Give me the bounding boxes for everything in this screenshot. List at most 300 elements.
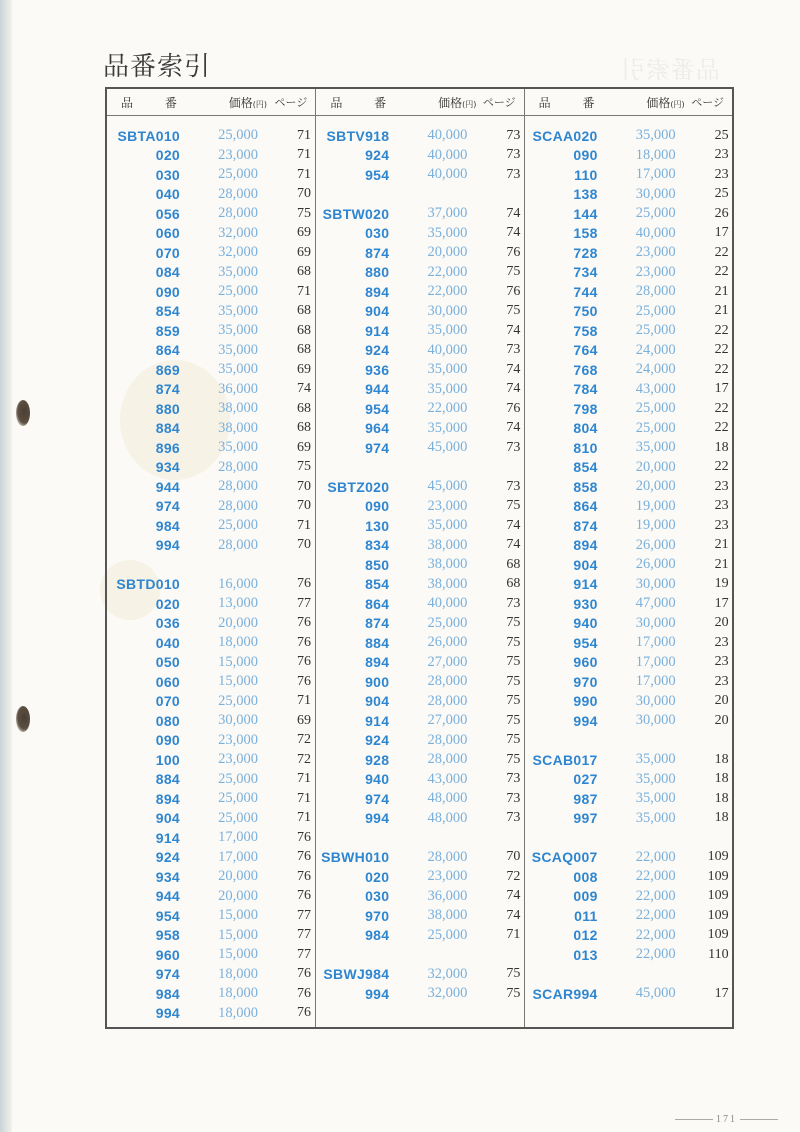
index-row (107, 263, 315, 283)
page-reference: 74 (506, 381, 521, 397)
part-number: 728 (573, 244, 598, 261)
part-number: 750 (573, 303, 598, 320)
index-row (316, 380, 523, 400)
index-row (107, 672, 315, 692)
part-number: 934 (155, 868, 180, 885)
group-spacer (525, 731, 732, 751)
price: 48,000 (427, 809, 468, 826)
page-reference: 71 (297, 693, 311, 709)
price: 20,000 (218, 614, 258, 631)
part-number: 954 (573, 634, 598, 651)
part-number: 970 (365, 907, 390, 924)
page-reference: 70 (297, 186, 311, 202)
price: 35,000 (427, 224, 468, 241)
header-code: 品 番 (121, 95, 191, 110)
index-row (525, 419, 732, 439)
page-reference: 74 (506, 537, 521, 553)
part-number: 904 (573, 556, 598, 573)
price: 18,000 (635, 146, 676, 163)
price: 23,000 (427, 497, 468, 514)
part-number: 914 (573, 576, 598, 593)
price: 35,000 (427, 361, 468, 378)
part-number: 994 (155, 1005, 180, 1022)
page-reference: 73 (506, 771, 521, 787)
page-reference: 71 (297, 147, 311, 163)
index-row (107, 419, 315, 439)
price: 22,000 (427, 400, 468, 417)
part-number: 874 (365, 615, 390, 632)
page-reference: 17 (714, 381, 729, 397)
index-row (316, 633, 523, 653)
index-row (107, 945, 315, 965)
price: 36,000 (218, 380, 258, 397)
part-number: 084 (155, 264, 180, 281)
part-number: 884 (155, 771, 180, 788)
page-reference: 69 (297, 361, 311, 377)
index-row (316, 789, 523, 809)
index-row (107, 536, 315, 556)
column-header (107, 89, 315, 116)
index-row (107, 458, 315, 478)
page-reference: 109 (707, 849, 729, 865)
page-number: 171 (716, 1114, 737, 1125)
index-row (316, 984, 523, 1004)
page-reference: 77 (297, 595, 311, 611)
price: 30,000 (218, 712, 258, 729)
index-row (525, 926, 732, 946)
header-page: ページ (691, 96, 724, 109)
index-row (525, 224, 732, 244)
price: 17,000 (218, 848, 258, 865)
index-row (525, 594, 732, 614)
index-row (316, 653, 523, 673)
price: 18,000 (218, 634, 258, 651)
page-reference: 74 (506, 205, 521, 221)
page-reference: 73 (506, 790, 521, 806)
price: 35,000 (218, 322, 258, 339)
index-row (316, 809, 523, 829)
price: 17,000 (635, 634, 676, 651)
part-number: 974 (365, 439, 390, 456)
price: 35,000 (427, 380, 468, 397)
part-number: 984 (155, 985, 180, 1002)
page-reference: 73 (506, 127, 521, 143)
page-reference: 74 (506, 225, 521, 241)
part-number: 854 (365, 576, 390, 593)
part-number: 090 (365, 498, 390, 515)
price: 40,000 (427, 127, 468, 144)
bleed-through-title: 品番索引 (620, 56, 720, 84)
index-row (316, 477, 523, 497)
price: 35,000 (635, 127, 676, 144)
price: 20,000 (218, 887, 258, 904)
part-number: 110 (574, 166, 598, 183)
price: 15,000 (218, 907, 258, 924)
part-number: 924 (155, 849, 180, 866)
part-number: 914 (155, 829, 180, 846)
page-reference: 73 (506, 147, 521, 163)
page-reference: 22 (714, 264, 729, 280)
price: 32,000 (427, 965, 468, 982)
page-reference: 76 (297, 868, 311, 884)
part-number: 990 (573, 693, 598, 710)
index-row (525, 867, 732, 887)
part-number: 030 (155, 166, 180, 183)
index-row (107, 614, 315, 634)
part-number: 850 (365, 556, 390, 573)
index-row (107, 633, 315, 653)
part-number: 880 (155, 400, 180, 417)
price: 25,000 (218, 283, 258, 300)
page-reference: 68 (297, 303, 311, 319)
part-number: 056 (155, 205, 180, 222)
page-reference: 76 (297, 615, 311, 631)
part-number: 138 (573, 186, 598, 203)
price: 45,000 (427, 439, 468, 456)
price: 35,000 (427, 419, 468, 436)
price: 22,000 (427, 263, 468, 280)
index-row (107, 731, 315, 751)
page-reference: 71 (506, 927, 521, 943)
index-row (525, 458, 732, 478)
price: 23,000 (218, 751, 258, 768)
part-number: 944 (155, 888, 180, 905)
index-row (316, 360, 523, 380)
part-number: SCAB017 (532, 751, 598, 768)
price: 25,000 (635, 205, 676, 222)
part-number: 869 (155, 361, 180, 378)
index-row (107, 321, 315, 341)
index-row (525, 809, 732, 829)
part-number: SBTW020 (322, 205, 390, 222)
price: 45,000 (635, 985, 676, 1002)
page-reference: 76 (297, 673, 311, 689)
price: 28,000 (218, 536, 258, 553)
price: 43,000 (635, 380, 676, 397)
part-number: 987 (573, 790, 598, 807)
part-number: SCAQ007 (531, 849, 598, 866)
part-number: 924 (365, 342, 390, 359)
part-number: 798 (573, 400, 598, 417)
footer-rule (675, 1119, 713, 1120)
price: 17,000 (218, 829, 258, 846)
price: 45,000 (427, 478, 468, 495)
part-number: 080 (155, 712, 180, 729)
part-number: 036 (155, 615, 180, 632)
page-reference: 75 (297, 459, 311, 475)
price: 20,000 (218, 868, 258, 885)
price: 36,000 (427, 887, 468, 904)
price: 43,000 (427, 770, 468, 787)
page-edge (0, 0, 12, 1132)
index-row (525, 945, 732, 965)
price: 24,000 (635, 361, 676, 378)
page-reference: 110 (708, 946, 729, 962)
index-row (525, 614, 732, 634)
index-column-2 (315, 89, 523, 1027)
index-row (316, 321, 523, 341)
index-row (316, 575, 523, 595)
index-row (107, 360, 315, 380)
part-number: 030 (365, 888, 390, 905)
index-row (107, 848, 315, 868)
part-number: 904 (365, 693, 390, 710)
index-row (525, 633, 732, 653)
header-code: 品 番 (538, 95, 609, 110)
page-reference: 72 (297, 732, 311, 748)
part-number: 090 (573, 147, 598, 164)
page-reference: 72 (297, 751, 311, 767)
part-number: 904 (365, 303, 390, 320)
part-number: 954 (155, 907, 180, 924)
price: 40,000 (427, 166, 468, 183)
part-number: 758 (573, 322, 598, 339)
price: 22,000 (427, 283, 468, 300)
price: 23,000 (427, 868, 468, 885)
page-reference: 19 (714, 576, 729, 592)
part-number: 040 (155, 186, 180, 203)
index-row (525, 146, 732, 166)
page-reference: 76 (297, 849, 311, 865)
price: 25,000 (218, 127, 258, 144)
page-reference: 109 (707, 927, 729, 943)
price: 35,000 (218, 439, 258, 456)
part-number: 854 (573, 459, 598, 476)
page-reference: 75 (506, 712, 521, 728)
price: 35,000 (218, 302, 258, 319)
index-row (107, 282, 315, 302)
part-number: 914 (365, 712, 390, 729)
price: 15,000 (218, 926, 258, 943)
part-number: 924 (365, 147, 390, 164)
index-row (107, 926, 315, 946)
page-reference: 76 (506, 400, 521, 416)
group-spacer (316, 945, 523, 965)
price: 48,000 (427, 790, 468, 807)
price: 23,000 (635, 244, 676, 261)
price: 18,000 (218, 985, 258, 1002)
page-reference: 71 (297, 771, 311, 787)
index-row (316, 341, 523, 361)
part-number: 734 (573, 264, 598, 281)
page-reference: 74 (297, 381, 311, 397)
column-header (525, 89, 732, 116)
part-number: 090 (155, 283, 180, 300)
index-row (525, 126, 732, 146)
header-price: 価格(円) (228, 95, 267, 110)
page-reference: 22 (714, 459, 729, 475)
binder-hole-top (16, 400, 30, 426)
part-number: 964 (365, 420, 390, 437)
index-row (107, 341, 315, 361)
page-reference: 17 (714, 985, 729, 1001)
page-reference: 75 (297, 205, 311, 221)
price: 30,000 (635, 575, 676, 592)
part-number: 974 (365, 790, 390, 807)
part-number: 940 (573, 615, 598, 632)
page-reference: 77 (297, 946, 311, 962)
part-number: 944 (155, 478, 180, 495)
index-row (316, 438, 523, 458)
part-number: 894 (365, 283, 390, 300)
page-reference: 23 (714, 517, 729, 533)
page-reference: 23 (714, 634, 729, 650)
page-reference: 25 (714, 127, 729, 143)
page-reference: 75 (506, 498, 521, 514)
page-reference: 18 (714, 751, 729, 767)
page-reference: 70 (297, 498, 311, 514)
index-row (316, 419, 523, 439)
price: 35,000 (635, 790, 676, 807)
part-number: 013 (573, 946, 598, 963)
part-number: 960 (573, 654, 598, 671)
part-number: 974 (155, 966, 180, 983)
index-row (316, 146, 523, 166)
price: 28,000 (218, 205, 258, 222)
index-row (107, 653, 315, 673)
price: 25,000 (218, 809, 258, 826)
page-reference: 73 (506, 810, 521, 826)
page-reference: 73 (506, 166, 521, 182)
part-number: 884 (365, 634, 390, 651)
price: 28,000 (427, 848, 468, 865)
price: 15,000 (218, 673, 258, 690)
page-reference: 76 (297, 888, 311, 904)
price: 25,000 (218, 166, 258, 183)
page-reference: 76 (297, 985, 311, 1001)
part-number: 997 (573, 810, 598, 827)
price: 26,000 (427, 634, 468, 651)
index-row (316, 399, 523, 419)
page-reference: 71 (297, 283, 311, 299)
group-spacer (525, 828, 732, 848)
part-number: 934 (155, 459, 180, 476)
price: 38,000 (427, 907, 468, 924)
index-row (107, 516, 315, 536)
part-number: 030 (365, 225, 390, 242)
part-number: 884 (155, 420, 180, 437)
index-row (525, 750, 732, 770)
part-number: SBTD010 (116, 576, 180, 593)
page-reference: 68 (297, 322, 311, 338)
page-reference: 74 (506, 322, 521, 338)
index-row (107, 185, 315, 205)
part-number: 894 (365, 654, 390, 671)
page-reference: 74 (506, 420, 521, 436)
page-reference: 76 (506, 244, 521, 260)
index-row (525, 243, 732, 263)
index-row (525, 497, 732, 517)
index-row (525, 282, 732, 302)
index-row (107, 692, 315, 712)
index-row (107, 243, 315, 263)
index-row (316, 711, 523, 731)
page-reference: 22 (714, 342, 729, 358)
index-row (107, 906, 315, 926)
part-number: 009 (573, 888, 598, 905)
price: 32,000 (218, 224, 258, 241)
price: 22,000 (635, 946, 676, 963)
page-reference: 21 (714, 556, 729, 572)
part-number: 904 (155, 810, 180, 827)
index-row (107, 224, 315, 244)
index-row (316, 867, 523, 887)
part-number-index-table (105, 87, 734, 1029)
part-number: 928 (365, 751, 390, 768)
index-row (107, 1004, 315, 1024)
group-spacer (107, 555, 315, 575)
part-number: SBTA010 (117, 127, 180, 144)
price: 23,000 (218, 731, 258, 748)
price: 20,000 (427, 244, 468, 261)
price: 25,000 (635, 400, 676, 417)
price: 22,000 (635, 907, 676, 924)
part-number: 994 (573, 712, 598, 729)
index-row (316, 555, 523, 575)
price: 35,000 (635, 751, 676, 768)
page-reference: 75 (506, 615, 521, 631)
header-page: ページ (482, 96, 516, 109)
part-number: 784 (573, 381, 598, 398)
part-number: 970 (573, 673, 598, 690)
page-reference: 23 (714, 478, 729, 494)
price: 17,000 (635, 166, 676, 183)
page-reference: 109 (707, 907, 729, 923)
price: 28,000 (427, 692, 468, 709)
part-number: 011 (574, 907, 598, 924)
part-number: 930 (573, 595, 598, 612)
index-row (107, 867, 315, 887)
index-row (107, 770, 315, 790)
page-reference: 68 (506, 556, 521, 572)
index-row (316, 243, 523, 263)
price: 28,000 (218, 497, 258, 514)
price: 25,000 (218, 692, 258, 709)
price: 38,000 (218, 419, 258, 436)
price: 28,000 (427, 751, 468, 768)
price: 30,000 (635, 614, 676, 631)
page-reference: 22 (714, 400, 729, 416)
index-rows (525, 116, 732, 1004)
part-number: SBTV918 (326, 127, 390, 144)
page-reference: 77 (297, 907, 311, 923)
page-reference: 23 (714, 673, 729, 689)
part-number: 854 (155, 303, 180, 320)
page-reference: 21 (714, 303, 729, 319)
part-number: 960 (155, 946, 180, 963)
index-row (107, 477, 315, 497)
index-row (525, 477, 732, 497)
index-column-3 (524, 89, 732, 1027)
page-reference: 18 (714, 771, 729, 787)
price: 23,000 (635, 263, 676, 280)
page-reference: 69 (297, 244, 311, 260)
part-number: 974 (155, 498, 180, 515)
index-row (316, 692, 523, 712)
index-row (525, 321, 732, 341)
index-row (107, 380, 315, 400)
page-reference: 73 (506, 595, 521, 611)
part-number: 858 (573, 478, 598, 495)
page-reference: 76 (297, 966, 311, 982)
price: 27,000 (427, 653, 468, 670)
price: 38,000 (427, 575, 468, 592)
price: 16,000 (218, 575, 258, 592)
index-row (107, 126, 315, 146)
index-row (525, 360, 732, 380)
price: 32,000 (427, 985, 468, 1002)
page-reference: 75 (506, 732, 521, 748)
